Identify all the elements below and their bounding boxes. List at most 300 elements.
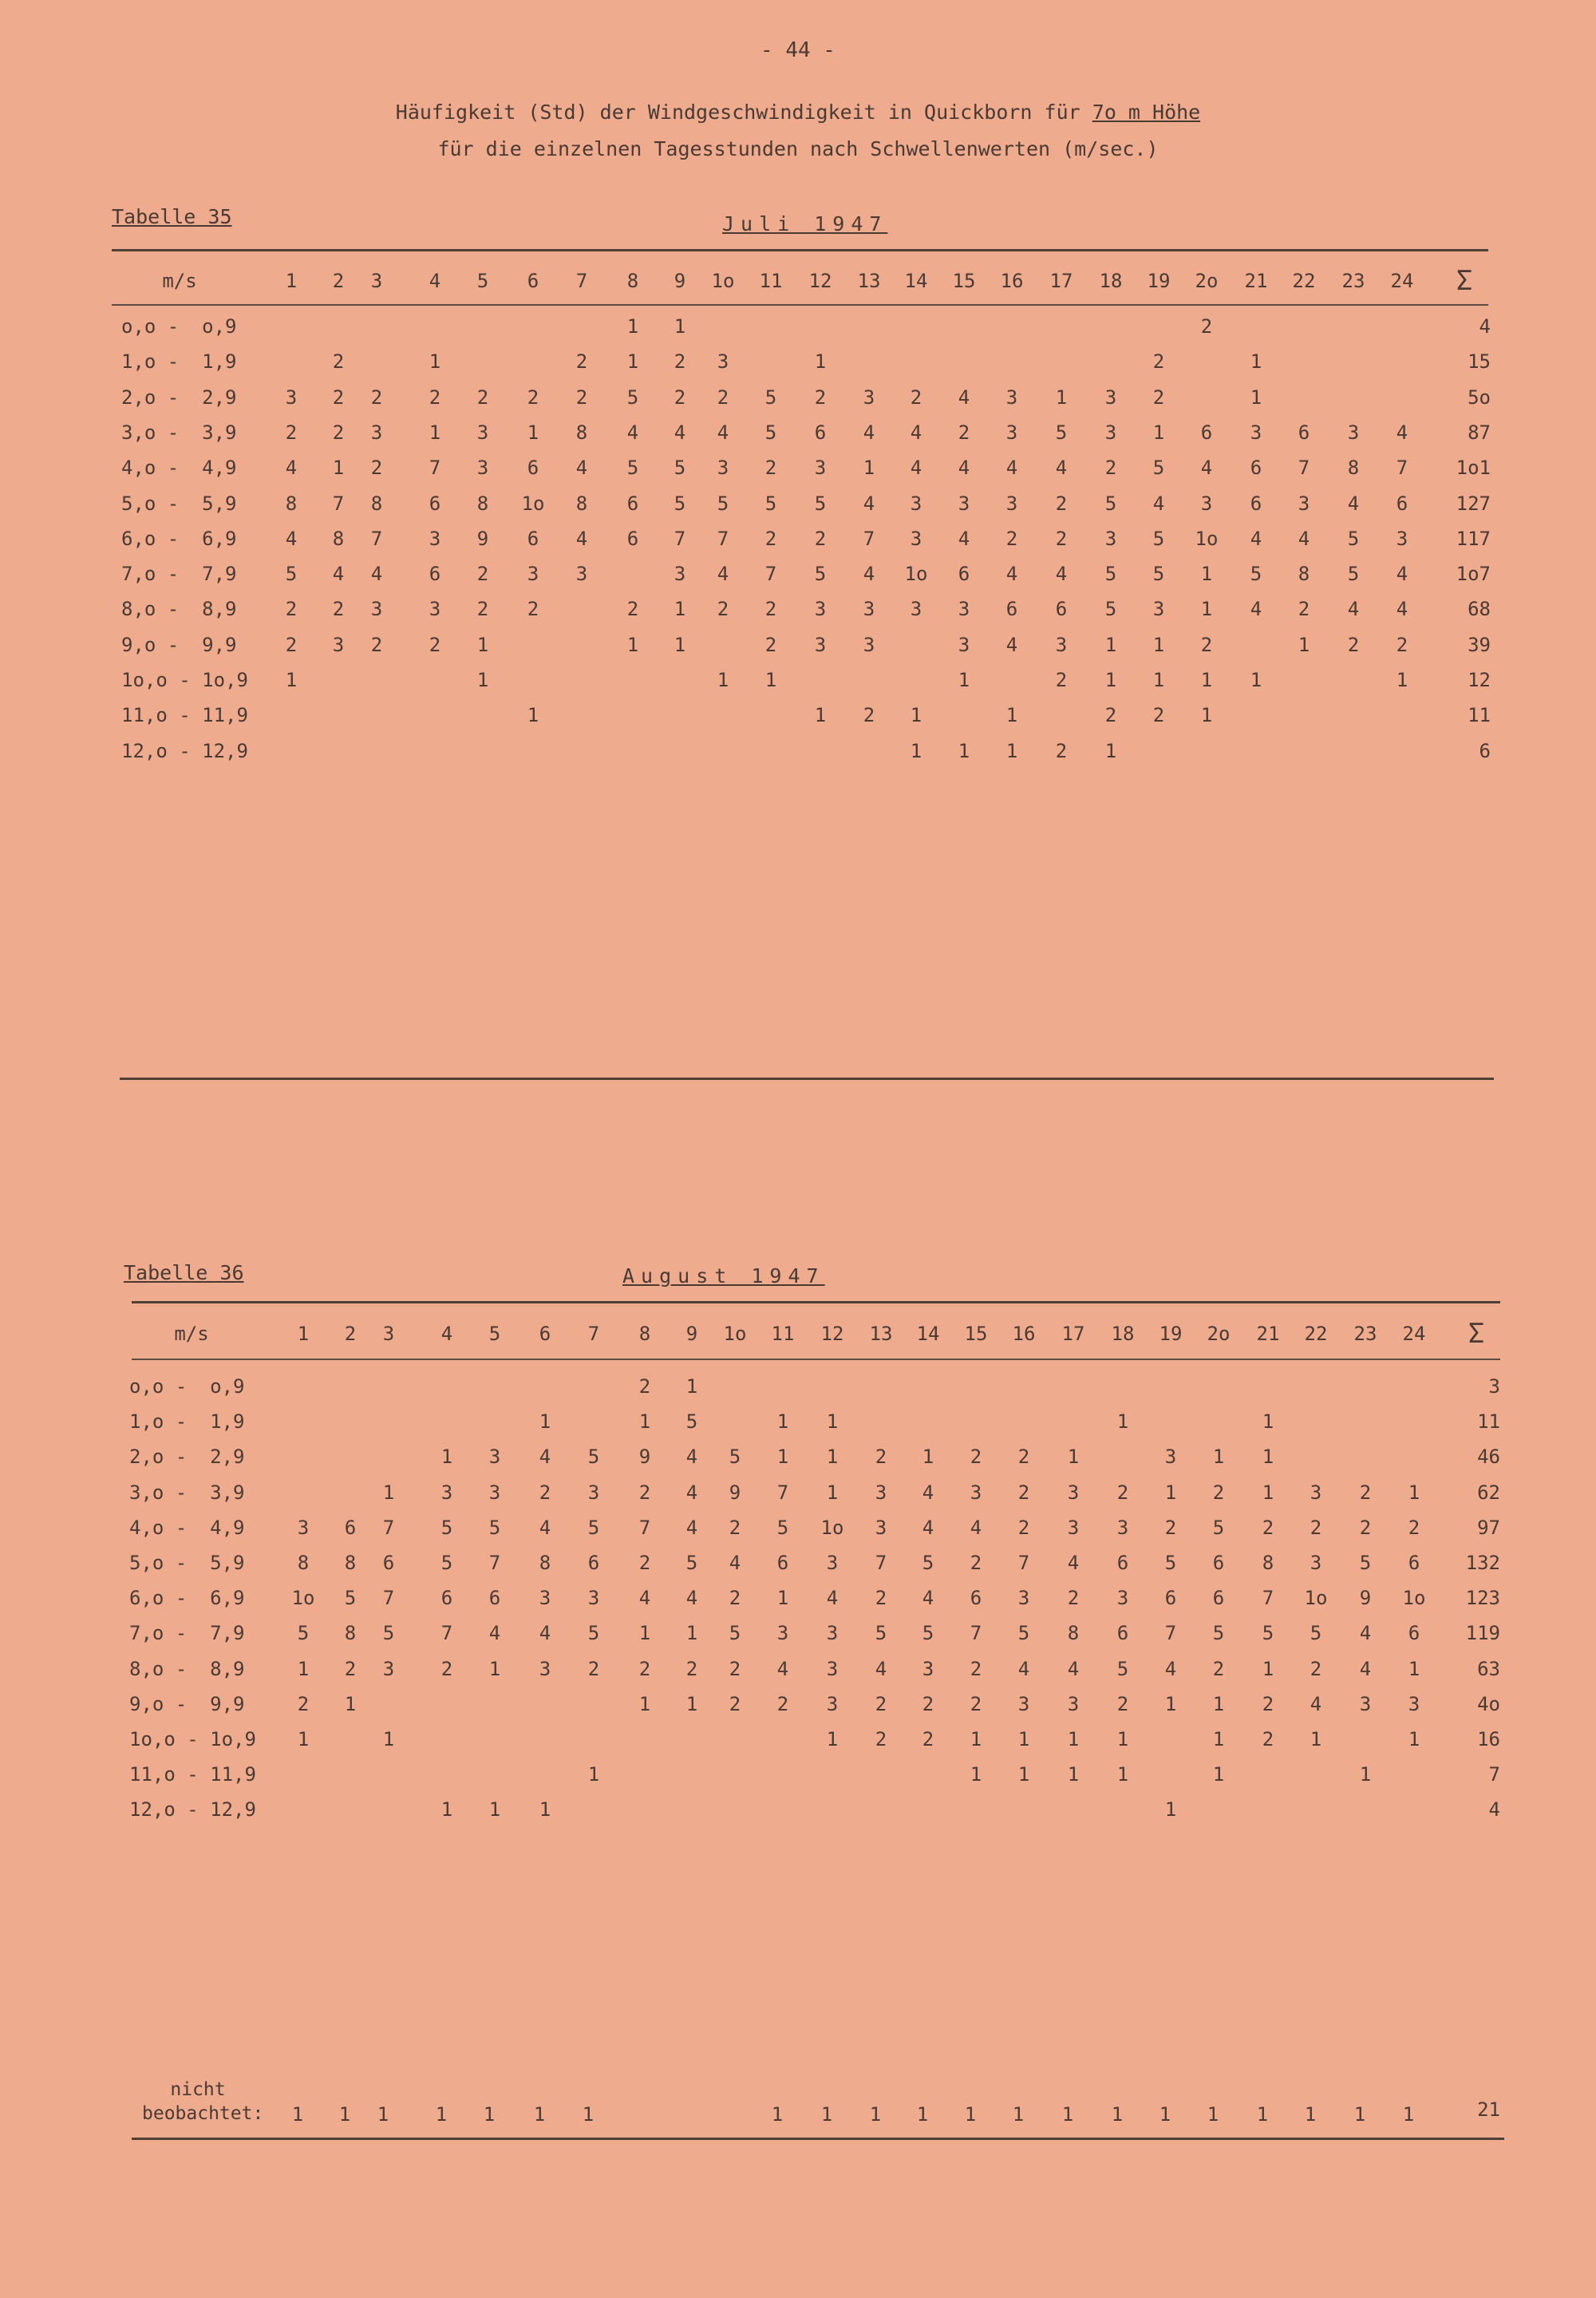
table-cell: 4: [1164, 1657, 1177, 1680]
table-label: Tabelle 35: [112, 205, 232, 228]
hour-header: 1: [297, 1323, 310, 1345]
table-cell: 2: [638, 1375, 651, 1398]
hour-header: 9: [685, 1323, 698, 1345]
table-cell: 2: [764, 598, 777, 621]
table-cell: 1: [626, 315, 639, 338]
table-cell: 3: [875, 1481, 887, 1504]
table-cell: 2: [922, 1728, 934, 1750]
row-sum: 127: [1456, 492, 1491, 515]
table-cell: 7: [674, 527, 686, 550]
table-cell: 1: [1116, 1728, 1129, 1750]
table-cell: 5: [717, 492, 729, 515]
table-cell: 3: [1067, 1516, 1080, 1539]
table-cell: 3: [332, 633, 345, 656]
table-cell: 2: [685, 1657, 698, 1680]
hour-header: 12: [808, 270, 832, 292]
table-cell: 1: [1408, 1657, 1420, 1680]
table-cell: 6: [488, 1587, 501, 1610]
table-cell: 1: [638, 1622, 651, 1645]
table-cell: 1: [1310, 1728, 1322, 1750]
footer-cell: 1: [533, 2103, 546, 2126]
table-cell: 2: [575, 386, 588, 409]
table-cell: 7: [382, 1587, 395, 1610]
table-cell: 6: [1200, 421, 1213, 444]
table-cell: 1: [970, 1763, 982, 1786]
row-label: 1o,o - 1o,9: [121, 669, 248, 691]
row-sum: 4: [1488, 1798, 1500, 1821]
table-cell: 5: [764, 492, 777, 515]
table-cell: 6: [1408, 1622, 1420, 1645]
footer-cell: 1: [1111, 2103, 1124, 2126]
table-cell: 2: [717, 598, 729, 621]
table-cell: 1: [476, 633, 489, 656]
footer-cell: 1: [820, 2103, 833, 2126]
table-cell: 1: [1408, 1481, 1420, 1504]
table-cell: 6: [440, 1587, 453, 1610]
table-cell: 1: [1116, 1410, 1129, 1434]
table-cell: 3: [717, 350, 729, 374]
table-cell: 3: [488, 1481, 501, 1504]
table-cell: 2: [1116, 1481, 1129, 1504]
hour-header: 4: [429, 270, 441, 292]
table-cell: 3: [826, 1622, 839, 1645]
table-cell: 2: [729, 1657, 741, 1680]
table-cell: 1: [1152, 421, 1165, 444]
table-cell: 4: [970, 1516, 982, 1539]
table-cell: 4: [1396, 598, 1408, 621]
table-cell: 1o: [521, 492, 545, 515]
table-cell: 6: [1212, 1552, 1225, 1574]
table-cell: 5: [814, 492, 827, 515]
table-cell: 5: [344, 1587, 357, 1610]
table-cell: 8: [370, 492, 383, 515]
table-cell: 6: [429, 492, 441, 515]
table-cell: 2: [332, 421, 345, 444]
table-cell: 3: [717, 457, 729, 480]
table-cell: 3: [587, 1481, 600, 1504]
table-cell: 1: [638, 1692, 651, 1715]
row-label: 5,o - 5,9: [129, 1552, 245, 1574]
table-cell: 5: [1347, 527, 1360, 550]
table-cell: 6: [587, 1552, 600, 1574]
table-cell: 4: [1005, 563, 1018, 586]
table-cell: 4: [285, 457, 298, 480]
row-sum: 11: [1477, 1410, 1500, 1434]
table-cell: 4: [1055, 563, 1068, 586]
table-cell: 5: [1055, 421, 1068, 444]
table-cell: 5: [922, 1552, 934, 1574]
table-cell: 2: [575, 350, 588, 374]
table-top-rule: [112, 249, 1488, 251]
table-cell: 4: [776, 1657, 789, 1680]
table-cell: 4: [910, 457, 922, 480]
footer-cell: 1: [1207, 2103, 1219, 2126]
hour-header: 2o: [1207, 1323, 1231, 1345]
table-cell: 2: [297, 1692, 310, 1715]
row-sum: 4o: [1477, 1692, 1500, 1715]
table-cell: 2: [1408, 1516, 1420, 1539]
table-cell: 5: [1152, 527, 1165, 550]
table-cell: 3: [863, 633, 875, 656]
row-sum: 62: [1477, 1481, 1500, 1504]
hour-header: 22: [1292, 270, 1316, 292]
row-sum: 1o7: [1456, 563, 1491, 586]
table-cell: 3: [863, 386, 875, 409]
footer-cell: 1: [1304, 2103, 1317, 2126]
table-cell: 1: [1017, 1763, 1030, 1786]
row-label: 6,o - 6,9: [121, 527, 237, 550]
table-cell: 1: [814, 704, 827, 727]
table-cell: 4: [1396, 421, 1408, 444]
table-cell: 1: [764, 669, 777, 691]
table-cell: 5: [922, 1622, 934, 1645]
table-cell: 2: [440, 1657, 453, 1680]
table-cell: 3: [958, 598, 970, 621]
table-cell: 5: [587, 1516, 600, 1539]
table-cell: 6: [1250, 457, 1262, 480]
table-cell: 1: [539, 1410, 551, 1434]
table-cell: 5: [1359, 1552, 1372, 1574]
table-cell: 1: [1250, 386, 1262, 409]
hour-header: 6: [539, 1323, 551, 1345]
table-cell: 1: [1262, 1657, 1274, 1680]
table-cell: 1: [1104, 633, 1117, 656]
table-cell: 7: [717, 527, 729, 550]
table-cell: 5: [1250, 563, 1262, 586]
table-cell: 6: [1116, 1622, 1129, 1645]
hour-header: 24: [1402, 1323, 1426, 1345]
table-cell: 2: [1152, 704, 1165, 727]
row-label: 1,o - 1,9: [129, 1410, 245, 1434]
row-sum: 39: [1468, 633, 1491, 656]
table-cell: 3: [814, 633, 827, 656]
hour-header: 1o: [723, 1323, 747, 1345]
table-cell: 2: [476, 598, 489, 621]
table-cell: 3: [1250, 421, 1262, 444]
footer-cell: 1: [869, 2103, 882, 2126]
table-cell: 3: [1104, 386, 1117, 409]
table-cell: 1: [539, 1798, 551, 1821]
table-cell: 2: [1310, 1657, 1322, 1680]
row-label: o,o - o,9: [121, 315, 237, 338]
row-label: 11,o - 11,9: [129, 1763, 256, 1786]
unit-header: m/s: [174, 1323, 209, 1345]
table-cell: 4: [685, 1446, 698, 1469]
hour-header: 21: [1256, 1323, 1280, 1345]
table-cell: 1: [488, 1657, 501, 1680]
table-cell: 4: [1005, 457, 1018, 480]
row-label: 9,o - 9,9: [129, 1692, 245, 1715]
hour-header: 1o: [711, 270, 735, 292]
table-cell: 2: [1212, 1481, 1225, 1504]
page-title: [0, 101, 1596, 124]
table-cell: 4: [539, 1622, 551, 1645]
table-cell: 8: [344, 1552, 357, 1574]
table-cell: 1: [1250, 669, 1262, 691]
footer-cell: 1: [1061, 2103, 1074, 2126]
table-cell: 4: [1200, 457, 1213, 480]
table-cell: 7: [382, 1516, 395, 1539]
table-cell: 4: [717, 421, 729, 444]
table-cell: 1o: [1304, 1587, 1328, 1610]
table-cell: 5: [674, 492, 686, 515]
table-cell: 7: [875, 1552, 887, 1574]
table-cell: 2: [370, 633, 383, 656]
table-cell: 2: [875, 1587, 887, 1610]
table-cell: 5: [729, 1622, 741, 1645]
hour-header: 19: [1147, 270, 1171, 292]
table-cell: 4: [922, 1481, 934, 1504]
footer-cell: 1: [1012, 2103, 1025, 2126]
table-cell: 4: [626, 421, 639, 444]
row-label: 9,o - 9,9: [121, 633, 237, 656]
table-cell: 4: [1347, 598, 1360, 621]
table-cell: 5: [285, 563, 298, 586]
row-label: o,o - o,9: [129, 1375, 245, 1398]
table-cell: 4: [863, 492, 875, 515]
table-cell: 5: [764, 386, 777, 409]
footer-cell: 1: [582, 2103, 595, 2126]
table-cell: 2: [1347, 633, 1360, 656]
table-cell: 7: [488, 1552, 501, 1574]
table-cell: 3: [488, 1446, 501, 1469]
table-cell: 2: [1152, 350, 1165, 374]
table-cell: 1: [1164, 1692, 1177, 1715]
table-cell: 1: [1067, 1446, 1080, 1469]
table-cell: 3: [826, 1657, 839, 1680]
hour-header: 2: [332, 270, 345, 292]
table-cell: 2: [429, 386, 441, 409]
header-bottom-rule: [112, 304, 1488, 306]
table-cell: 1: [440, 1798, 453, 1821]
table-cell: 1: [958, 739, 970, 762]
table-cell: 3: [382, 1657, 395, 1680]
table-cell: 5: [382, 1622, 395, 1645]
table-cell: 2: [958, 421, 970, 444]
table-cell: 8: [1067, 1622, 1080, 1645]
table-cell: 8: [285, 492, 298, 515]
table-cell: 2: [1200, 633, 1213, 656]
table-cell: 1: [970, 1728, 982, 1750]
row-sum: 12: [1468, 669, 1491, 691]
table-cell: 3: [539, 1587, 551, 1610]
table-cell: 3: [910, 492, 922, 515]
table-cell: 2: [370, 457, 383, 480]
table-cell: 7: [1298, 457, 1310, 480]
hour-header: 5: [488, 1323, 501, 1345]
footer-cell: 1: [1402, 2103, 1415, 2126]
footer-cell: 1: [1159, 2103, 1171, 2126]
footer-label: [142, 2078, 264, 2126]
table-cell: 7: [776, 1481, 789, 1504]
table-cell: 2: [1055, 492, 1068, 515]
table-cell: 4: [1152, 492, 1165, 515]
table-cell: 1: [1200, 598, 1213, 621]
table-cell: 3: [370, 598, 383, 621]
row-sum: 46: [1477, 1446, 1500, 1469]
table-cell: 1o: [1402, 1587, 1426, 1610]
table-cell: 2: [1116, 1692, 1129, 1715]
row-label: 1o,o - 1o,9: [129, 1728, 256, 1750]
table-cell: 3: [1396, 527, 1408, 550]
table-cell: 4: [1067, 1657, 1080, 1680]
table-cell: 2: [638, 1552, 651, 1574]
table-month: Juli 1947: [722, 212, 888, 235]
table-cell: 3: [970, 1481, 982, 1504]
table-cell: 8: [344, 1622, 357, 1645]
table-cell: 3: [1408, 1692, 1420, 1715]
table-cell: 1: [429, 421, 441, 444]
table-cell: 6: [626, 492, 639, 515]
table-cell: 1: [910, 704, 922, 727]
table-cell: 3: [1310, 1481, 1322, 1504]
table-cell: 4: [1396, 563, 1408, 586]
table-cell: 8: [332, 527, 345, 550]
footer-sum: 21: [1477, 2098, 1500, 2121]
table-cell: 2: [1262, 1728, 1274, 1750]
table-cell: 3: [1116, 1587, 1129, 1610]
hour-header: 21: [1244, 270, 1268, 292]
table-cell: 1: [776, 1410, 789, 1434]
table-cell: 1: [1104, 739, 1117, 762]
row-sum: 87: [1468, 421, 1491, 444]
table-cell: 1: [1200, 563, 1213, 586]
table-cell: 2: [587, 1657, 600, 1680]
table-cell: 4: [674, 421, 686, 444]
table-cell: 2: [764, 527, 777, 550]
table-cell: 3: [1310, 1552, 1322, 1574]
row-sum: 63: [1477, 1657, 1500, 1680]
footer-cell: 1: [1256, 2103, 1269, 2126]
table-cell: 3: [875, 1516, 887, 1539]
table-cell: 2: [1017, 1481, 1030, 1504]
table-cell: 3: [1359, 1692, 1372, 1715]
hour-header: 3: [370, 270, 383, 292]
table-cell: 5: [1104, 563, 1117, 586]
hour-header: 12: [820, 1323, 844, 1345]
table-cell: 2: [970, 1692, 982, 1715]
table-cell: 1: [1262, 1481, 1274, 1504]
footer-cell: 1: [435, 2103, 448, 2126]
table-cell: 3: [1005, 386, 1018, 409]
table-cell: 5: [814, 563, 827, 586]
table-cell: 4: [958, 527, 970, 550]
hour-header: 24: [1390, 270, 1414, 292]
hour-header: 5: [476, 270, 489, 292]
hour-header: 13: [857, 270, 881, 292]
table-cell: 1: [297, 1657, 310, 1680]
table-cell: 4: [958, 386, 970, 409]
table-cell: 1: [587, 1763, 600, 1786]
table-cell: 4: [729, 1552, 741, 1574]
table-cell: 5: [685, 1552, 698, 1574]
table-cell: 3: [1347, 421, 1360, 444]
table-cell: 3: [527, 563, 539, 586]
table-cell: 3: [1005, 492, 1018, 515]
table-cell: 2: [1200, 315, 1213, 338]
table-cell: 4: [539, 1516, 551, 1539]
table-cell: 3: [776, 1622, 789, 1645]
table-cell: 2: [285, 421, 298, 444]
table-cell: 1: [685, 1692, 698, 1715]
row-label: 12,o - 12,9: [129, 1798, 256, 1821]
table-cell: 1: [382, 1481, 395, 1504]
table-cell: 2: [1152, 386, 1165, 409]
title-prefix: Häufigkeit (Std) der Windgeschwindigkeit in Quickborn für: [395, 101, 1080, 124]
table-cell: 1: [1200, 704, 1213, 727]
table-cell: 7: [1017, 1552, 1030, 1574]
table-cell: 8: [1262, 1552, 1274, 1574]
table-cell: 6: [1298, 421, 1310, 444]
table-cell: 4: [539, 1446, 551, 1469]
table-cell: 2: [1104, 704, 1117, 727]
table-cell: 5: [626, 386, 639, 409]
table-cell: 4: [958, 457, 970, 480]
table-cell: 1: [382, 1728, 395, 1750]
table-cell: 2: [527, 598, 539, 621]
row-label: 6,o - 6,9: [129, 1587, 245, 1610]
footer-rule: [132, 2138, 1504, 2140]
footer-label-line1: nicht: [170, 2079, 226, 2100]
table-cell: 1: [1212, 1446, 1225, 1469]
table-cell: 2: [1067, 1587, 1080, 1610]
table-cell: 4: [1250, 598, 1262, 621]
footer-label-line2: beobachtet:: [142, 2103, 264, 2124]
table-cell: 1: [1152, 669, 1165, 691]
hour-header: 4: [440, 1323, 453, 1345]
table-cell: 7: [863, 527, 875, 550]
table-cell: 4: [285, 527, 298, 550]
header-bottom-rule: [132, 1359, 1500, 1360]
table-cell: 2: [875, 1446, 887, 1469]
footer-cell: 1: [771, 2103, 784, 2126]
table-cell: 6: [1005, 598, 1018, 621]
table-cell: 1: [1359, 1763, 1372, 1786]
table-cell: 1: [685, 1622, 698, 1645]
table-cell: 4: [685, 1516, 698, 1539]
hour-header: 18: [1111, 1323, 1135, 1345]
table-cell: 2: [1359, 1481, 1372, 1504]
table-cell: 1: [297, 1728, 310, 1750]
table-cell: 3: [429, 527, 441, 550]
table-cell: 1: [476, 669, 489, 691]
table-cell: 3: [1116, 1516, 1129, 1539]
row-sum: 5o: [1468, 386, 1491, 409]
table-cell: 5: [1262, 1622, 1274, 1645]
table-cell: 3: [863, 598, 875, 621]
table-cell: 2: [1396, 633, 1408, 656]
footer-cell: 1: [338, 2103, 351, 2126]
table-cell: 5: [1104, 492, 1117, 515]
table-cell: 6: [1055, 598, 1068, 621]
row-label: 12,o - 12,9: [121, 739, 248, 762]
table-cell: 1: [332, 457, 345, 480]
table-cell: 4: [922, 1516, 934, 1539]
table-cell: 1o: [820, 1516, 844, 1539]
hour-header: 22: [1304, 1323, 1328, 1345]
table-cell: 1: [1200, 669, 1213, 691]
table-cell: 1: [1212, 1728, 1225, 1750]
table-label: Tabelle 36: [124, 1261, 244, 1284]
hour-header: 11: [771, 1323, 795, 1345]
table-cell: 1: [285, 669, 298, 691]
row-sum: 3: [1488, 1375, 1500, 1398]
table-cell: 1: [1055, 386, 1068, 409]
table-cell: 2: [729, 1692, 741, 1715]
table-cell: 2: [429, 633, 441, 656]
table-cell: 2: [1212, 1657, 1225, 1680]
table-cell: 2: [539, 1481, 551, 1504]
